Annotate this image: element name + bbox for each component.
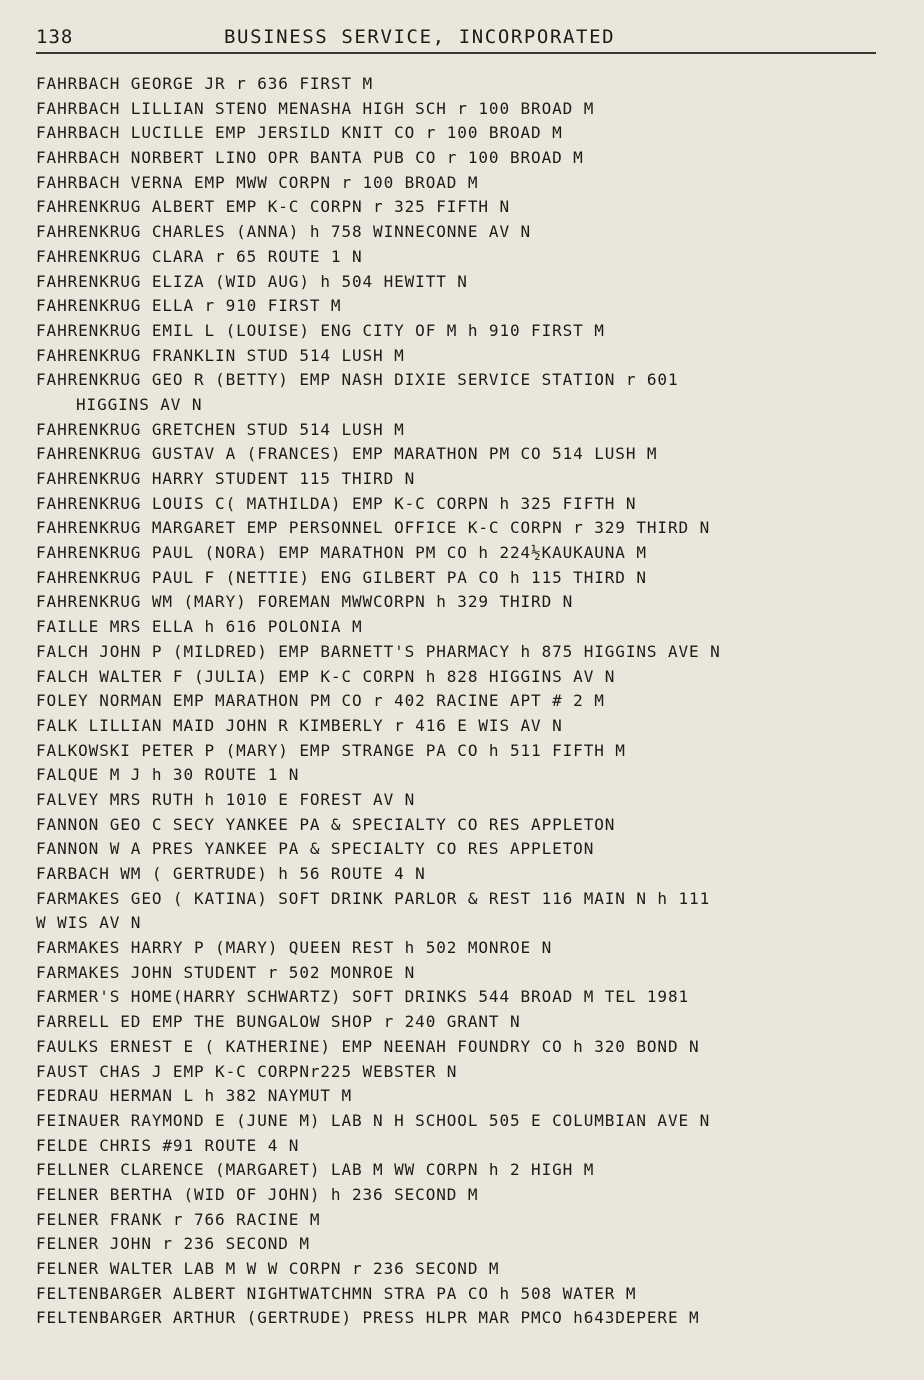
directory-entry: FANNON W A PRES YANKEE PA & SPECIALTY CO RES APPLETON [36, 839, 595, 859]
directory-entry: FARMAKES HARRY P (MARY) QUEEN REST h 502 MONROE N [36, 938, 553, 958]
directory-entry: FALK LILLIAN MAID JOHN R KIMBERLY r 416 E WIS AV N [36, 715, 563, 735]
directory-entry: FANNON GEO C SECY YANKEE PA & SPECIALTY CO RES APPLETON [36, 814, 616, 834]
directory-entry: FAHRENKRUG GUSTAV A (FRANCES) EMP MARATHON PM CO 514 LUSH M [36, 444, 658, 464]
directory-entry: FEINAUER RAYMOND E (JUNE M) LAB N H SCHOOL 505 E COLUMBIAN AVE N [36, 1110, 711, 1130]
directory-entry: FOLEY NORMAN EMP MARATHON PM CO r 402 RACINE APT # 2 M [36, 691, 605, 711]
directory-entry: FARMAKES GEO ( KATINA) SOFT DRINK PARLOR & REST 116 MAIN N h 111 [36, 888, 711, 908]
directory-entry: FALQUE M J h 30 ROUTE 1 N [36, 765, 300, 785]
directory-entry: FAHRBACH NORBERT LINO OPR BANTA PUB CO r 100 BROAD M [36, 148, 584, 168]
directory-entry: FAILLE MRS ELLA h 616 POLONIA M [36, 617, 363, 637]
directory-entry: FAHRBACH VERNA EMP MWW CORPN r 100 BROAD M [36, 172, 479, 192]
directory-entries [36, 72, 906, 1331]
directory-entry: FAHRENKRUG LOUIS C( MATHILDA) EMP K-C CORPN h 325 FIFTH N [36, 493, 637, 513]
directory-entry: FAHRENKRUG WM (MARY) FOREMAN MWWCORPN h 329 THIRD N [36, 592, 574, 612]
directory-entry: FAHRBACH GEORGE JR r 636 FIRST M [36, 74, 374, 93]
directory-entry: FEDRAU HERMAN L h 382 NAYMUT M [36, 1086, 352, 1106]
directory-entry: FAULKS ERNEST E ( KATHERINE) EMP NEENAH FOUNDRY CO h 320 BOND N [36, 1036, 700, 1056]
directory-entry: FELTENBARGER ALBERT NIGHTWATCHMN STRA PA CO h 508 WATER M [36, 1283, 637, 1303]
directory-entry: FARMAKES JOHN STUDENT r 502 MONROE N [36, 962, 416, 982]
directory-entry: FARBACH WM ( GERTRUDE) h 56 ROUTE 4 N [36, 864, 426, 883]
directory-entry: FELLNER CLARENCE (MARGARET) LAB M WW CORPN h 2 HIGH M [36, 1160, 595, 1180]
header-rule [36, 52, 876, 54]
directory-entry: FELNER FRANK r 766 RACINE M [36, 1209, 321, 1229]
directory-entry: FAHRENKRUG FRANKLIN STUD 514 LUSH M [36, 345, 405, 365]
directory-entry: FARRELL ED EMP THE BUNGALOW SHOP r 240 GRANT N [36, 1012, 521, 1032]
directory-entry: FAHRBACH LUCILLE EMP JERSILD KNIT CO r 100 BROAD M [36, 123, 563, 143]
directory-entry: FAHRENKRUG HARRY STUDENT 115 THIRD N [36, 469, 416, 488]
directory-entry: FAUST CHAS J EMP K-C CORPNr225 WEBSTER N [36, 1061, 458, 1081]
directory-entry: FELNER WALTER LAB M W W CORPN r 236 SECOND M [36, 1259, 500, 1278]
directory-entry: FAHRENKRUG PAUL (NORA) EMP MARATHON PM CO h 224½KAUKAUNA M [36, 543, 647, 563]
directory-entry-continuation: HIGGINS AV N [76, 394, 203, 414]
directory-entry: FALCH JOHN P (MILDRED) EMP BARNETT'S PHARMACY h 875 HIGGINS AVE N [36, 641, 721, 661]
directory-entry: FALCH WALTER F (JULIA) EMP K-C CORPN h 828 HIGGINS AV N [36, 666, 616, 686]
directory-entry: FARMER'S HOME(HARRY SCHWARTZ) SOFT DRINKS 544 BROAD M TEL 1981 [36, 987, 690, 1007]
directory-entry: FAHRBACH LILLIAN STENO MENASHA HIGH SCH r 100 BROAD M [36, 98, 595, 118]
running-title: BUSINESS SERVICE, INCORPORATED [224, 26, 616, 48]
directory-entry: FALVEY MRS RUTH h 1010 E FOREST AV N [36, 789, 416, 809]
page-number: 138 [36, 26, 74, 48]
directory-entry: FAHRENKRUG GRETCHEN STUD 514 LUSH M [36, 419, 405, 439]
directory-entry: FELNER BERTHA (WID OF JOHN) h 236 SECOND M [36, 1184, 479, 1204]
page-header [36, 22, 876, 52]
directory-entry: FELTENBARGER ARTHUR (GERTRUDE) PRESS HLPR MAR PMCO h643DEPERE M [36, 1308, 700, 1328]
directory-entry: FAHRENKRUG EMIL L (LOUISE) ENG CITY OF M h 910 FIRST M [36, 320, 605, 340]
directory-entry: FAHRENKRUG CHARLES (ANNA) h 758 WINNECONNE AV N [36, 222, 532, 242]
directory-entry: FALKOWSKI PETER P (MARY) EMP STRANGE PA CO h 511 FIFTH M [36, 740, 626, 760]
directory-entry: FELNER JOHN r 236 SECOND M [36, 1234, 310, 1254]
directory-entry: FAHRENKRUG GEO R (BETTY) EMP NASH DIXIE SERVICE STATION r 601 [36, 370, 679, 390]
directory-entry: FAHRENKRUG PAUL F (NETTIE) ENG GILBERT PA CO h 115 THIRD N [36, 567, 647, 587]
directory-entry: FAHRENKRUG ELLA r 910 FIRST M [36, 296, 342, 316]
directory-entry: FELDE CHRIS #91 ROUTE 4 N [36, 1135, 300, 1155]
directory-entry: FAHRENKRUG MARGARET EMP PERSONNEL OFFICE K-C CORPN r 329 THIRD N [36, 518, 711, 538]
directory-entry: FAHRENKRUG ELIZA (WID AUG) h 504 HEWITT N [36, 271, 468, 291]
directory-entry: FAHRENKRUG CLARA r 65 ROUTE 1 N [36, 246, 363, 266]
directory-entry: FAHRENKRUG ALBERT EMP K-C CORPN r 325 FIFTH N [36, 197, 510, 217]
directory-entry-continuation: W WIS AV N [36, 913, 142, 933]
